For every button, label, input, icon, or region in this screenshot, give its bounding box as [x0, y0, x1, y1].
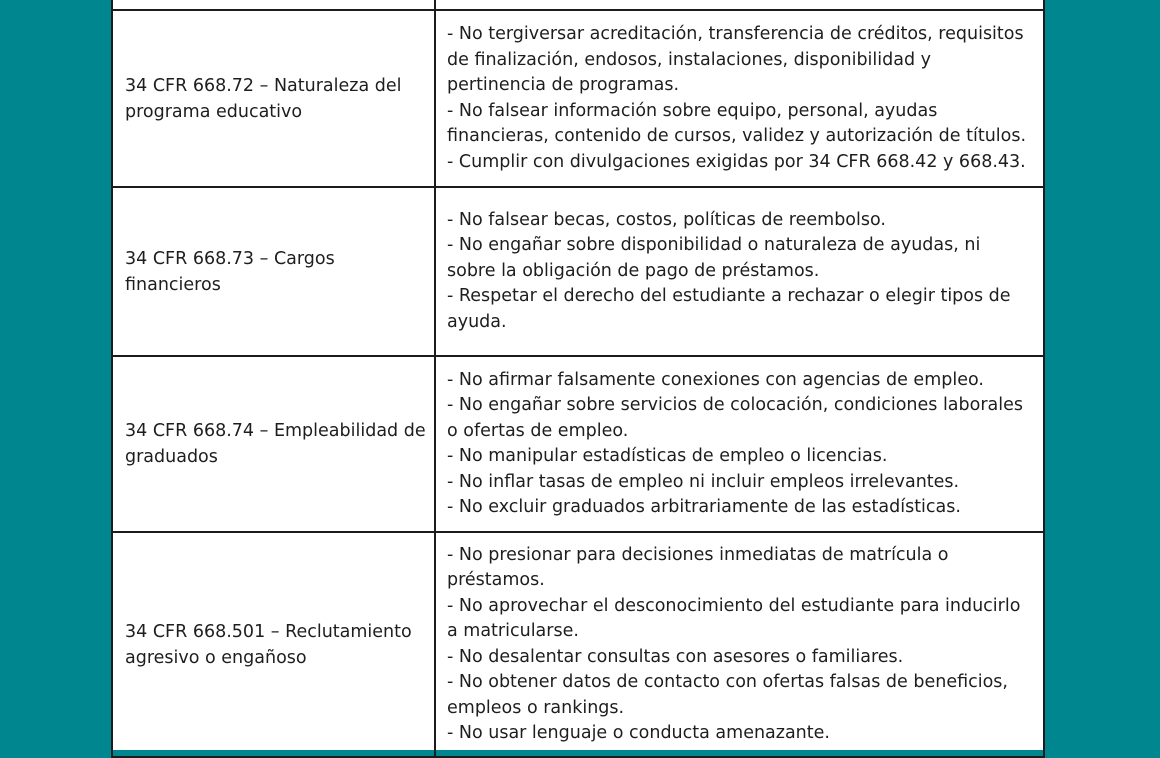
regulation-text: 34 CFR 668.74 – Empleabilidad de: [125, 421, 426, 441]
regulation-cell: [112, 532, 435, 757]
regulation-text: financieros: [125, 274, 221, 295]
requirement-text: - No desalentar consultas con asesores o familiares.: [447, 646, 904, 667]
regulation-cell: [112, 10, 435, 187]
table-row-partial: [112, 0, 1044, 10]
regulation-text: 34 CFR 668.73 – Cargos: [125, 248, 335, 269]
regulation-text: agresivo o engañoso: [125, 647, 307, 668]
requirement-text: pertinencia de programas.: [447, 75, 680, 95]
requirements-cell: [435, 10, 1044, 187]
regulation-text: 34 CFR 668.501 – Reclutamiento: [125, 621, 412, 642]
requirement-text: sobre la obligación de pago de préstamos.: [447, 260, 820, 281]
regulation-text: 34 CFR 668.72 – Naturaleza del: [125, 75, 402, 96]
regulation-cell: [112, 356, 435, 532]
requirement-text: o ofertas de empleo.: [447, 420, 629, 441]
regulation-cell: [112, 187, 435, 356]
table-row: [112, 532, 1044, 757]
requirement-text: préstamos.: [447, 570, 545, 590]
requirement-text: - Respetar el derecho del estudiante a rechazar o elegir tipos de: [447, 286, 1011, 307]
requirements-cell: [435, 356, 1044, 532]
requirement-text: - No usar lenguaje o conducta amenazante.: [447, 723, 830, 743]
requirements-cell: [435, 532, 1044, 757]
requirement-text: ayuda.: [447, 311, 507, 332]
regulation-text: programa educativo: [125, 101, 303, 122]
requirement-text: - No obtener datos de contacto con ofertas falsas de beneficios,: [447, 672, 1008, 692]
requirement-text: - No afirmar falsamente conexiones con agencias de empleo.: [447, 369, 984, 390]
table-row: [112, 187, 1044, 356]
requirement-text: financieras, contenido de cursos, validez y autorización de títulos.: [447, 126, 1027, 146]
requirement-text: a matricularse.: [447, 621, 579, 641]
requirement-text: - No presionar para decisiones inmediatas de matrícula o: [447, 544, 949, 565]
requirement-text: - Cumplir con divulgaciones exigidas por 34 CFR 668.42 y 668.43.: [447, 151, 1026, 172]
requirement-text: - No tergiversar acreditación, transferencia de créditos, requisitos: [447, 24, 1024, 44]
requirement-text: - No falsear información sobre equipo, personal, ayudas: [447, 100, 938, 121]
table-row: [112, 356, 1044, 532]
requirement-text: de finalización, endosos, instalaciones, disponibilidad y: [447, 49, 932, 70]
table-row: [112, 10, 1044, 187]
requirement-text: empleos o rankings.: [447, 697, 625, 718]
regulations-table: [111, 0, 1045, 758]
requirement-text: - No manipular estadísticas de empleo o licencias.: [447, 446, 888, 466]
requirement-text: - No aprovechar el desconocimiento del estudiante para inducirlo: [447, 595, 1021, 616]
regulation-text: graduados: [125, 447, 218, 467]
requirements-cell: [435, 187, 1044, 356]
requirement-text: - No engañar sobre servicios de colocación, condiciones laborales: [447, 395, 1024, 415]
table-cell-partial-right: [435, 0, 1044, 10]
table-cell-partial-left: [112, 0, 435, 10]
requirement-text: - No excluir graduados arbitrariamente de las estadísticas.: [447, 497, 961, 517]
requirement-text: - No engañar sobre disponibilidad o naturaleza de ayudas, ni: [447, 235, 981, 256]
requirement-text: - No inflar tasas de empleo ni incluir empleos irrelevantes.: [447, 471, 960, 492]
requirement-text: - No falsear becas, costos, políticas de reembolso.: [447, 209, 886, 230]
